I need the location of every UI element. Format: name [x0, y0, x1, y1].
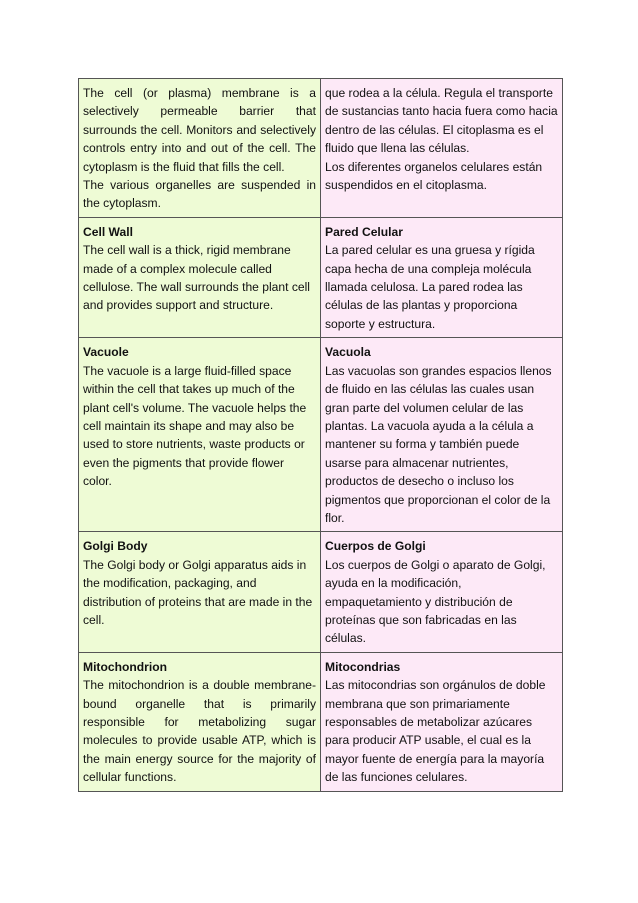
table-row-golgi-body: [79, 532, 563, 652]
english-cell: [79, 338, 321, 532]
spanish-heading: Mitocondrias: [325, 659, 401, 674]
english-cell: [79, 217, 321, 337]
table-row-vacuole: [79, 338, 563, 532]
spanish-paragraph: Los diferentes organelos celulares están suspendidos en el citoplasma.: [325, 159, 543, 193]
spanish-cell: [321, 217, 563, 337]
english-heading: Vacuole: [83, 345, 129, 360]
english-paragraph: The cell wall is a thick, rigid membrane made of a complex molecule called cellulose. The wall surrounds the plant cell and provides support and structure.: [83, 243, 310, 313]
spanish-paragraph: Los cuerpos de Golgi o aparato de Golgi, ayuda en la modificación, empaquetamiento y distribución de proteínas que son fabricadas en las células.: [325, 557, 546, 646]
spanish-heading: Vacuola: [325, 345, 371, 360]
table-row-mitochondrion: [79, 652, 563, 791]
english-heading: Mitochondrion: [83, 659, 167, 674]
english-cell: [79, 79, 321, 218]
english-paragraph: The various organelles are suspended in the cytoplasm.: [83, 178, 316, 211]
spanish-paragraph: Las mitocondrias son orgánulos de doble membrana que son primariamente responsables de metabolizar azúcares para producir ATP usable, el cual es la mayor fuente de energía para la mayoría de las funciones celulares.: [325, 678, 546, 785]
spanish-paragraph: que rodea a la célula. Regula el transporte de sustancias tanto hacia fuera como hacia dentro de las células. El citoplasma es el fluido que llena las células.: [325, 86, 558, 156]
english-heading: Golgi Body: [83, 539, 148, 554]
spanish-cell: [321, 79, 563, 218]
english-paragraph: The vacuole is a large fluid-filled space within the cell that takes up much of the plant cell's volume. The vacuole helps the cell maintain its shape and may also be used to store nutrients, waste products or even the pigments that provide flower color.: [83, 363, 307, 489]
organelle-table: [78, 78, 563, 792]
spanish-cell: [321, 338, 563, 532]
spanish-heading: Pared Celular: [325, 224, 403, 239]
english-cell: [79, 532, 321, 652]
spanish-paragraph: Las vacuolas son grandes espacios llenos de fluido en las células las cuales usan gran parte del volumen celular de las plantas. La vacuola ayuda a la célula a mantener su forma y también puede usarse para almacenar nutrientes, productos de desecho o incluso los pigmentos que proporcionan el color de la flor.: [325, 363, 552, 525]
spanish-cell: [321, 652, 563, 791]
english-paragraph: The mitochondrion is a double membrane-bound organelle that is primarily responsible for metabolizing sugar molecules to provide usable ATP, which is the main energy source for the majority of cellular functions.: [83, 678, 316, 785]
spanish-paragraph: La pared celular es una gruesa y rígida capa hecha de una compleja molécula llamada celulosa. La pared rodea las células de las plantas y proporciona soporte y estructura.: [325, 243, 535, 331]
spanish-heading: Cuerpos de Golgi: [325, 539, 426, 554]
table-row-cell-membrane: [79, 79, 563, 218]
english-paragraph: The Golgi body or Golgi apparatus aids in the modification, packaging, and distribution of proteins that are made in the cell.: [83, 557, 313, 627]
english-paragraph: The cell (or plasma) membrane is a selectively permeable barrier that surrounds the cell. Monitors and selectively controls entry into and out of the cell. The cytoplasm is the fluid that fills the cell.: [83, 86, 316, 174]
spanish-cell: [321, 532, 563, 652]
english-cell: [79, 652, 321, 791]
english-heading: Cell Wall: [83, 224, 133, 239]
table-row-cell-wall: [79, 217, 563, 337]
